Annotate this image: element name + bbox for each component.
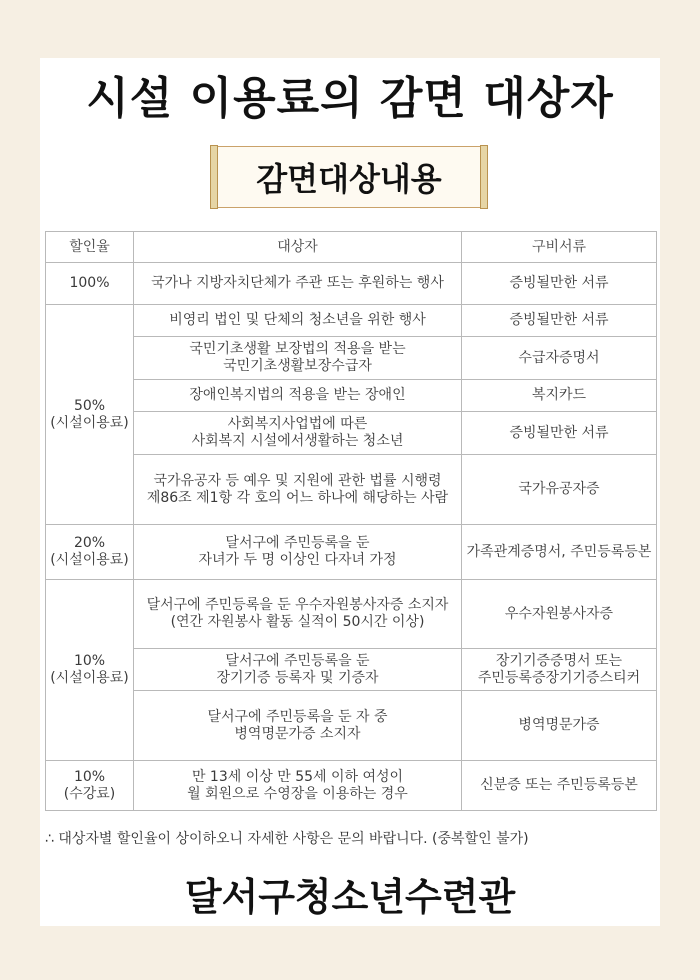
rate-cell: 10% (수강료) (46, 761, 134, 811)
document-cell: 증빙될만한 서류 (462, 263, 657, 305)
target-cell: 장애인복지법의 적용을 받는 장애인 (134, 380, 462, 412)
target-cell: 달서구에 주민등록을 둔 장기기증 등록자 및 기증자 (134, 649, 462, 691)
target-cell: 국민기초생활 보장법의 적용을 받는 국민기초생활보장수급자 (134, 337, 462, 380)
document-cell: 병역명문가증 (462, 691, 657, 761)
target-cell: 달서구에 주민등록을 둔 우수자원봉사자증 소지자 (연간 자원봉사 활동 실적이 50시간 이상) (134, 580, 462, 649)
header-documents: 구비서류 (462, 232, 657, 263)
table-row (46, 761, 657, 811)
document-cell: 수급자증명서 (462, 337, 657, 380)
section-banner (215, 146, 483, 208)
document-cell: 신분증 또는 주민등록등본 (462, 761, 657, 811)
table-row (46, 337, 657, 380)
table-row (46, 580, 657, 649)
document-cell: 증빙될만한 서류 (462, 412, 657, 455)
discount-table (45, 231, 657, 811)
rate-cell: 10% (시설이용료) (46, 580, 134, 761)
table-row (46, 305, 657, 337)
page-title: 시설 이용료의 감면 대상자 (86, 73, 614, 124)
rate-cell: 50% (시설이용료) (46, 305, 134, 525)
target-cell: 국가유공자 등 예우 및 지원에 관한 법률 시행령 제86조 제1항 각 호의 어느 하나에 해당하는 사람 (134, 455, 462, 525)
document-cell: 우수자원봉사자증 (462, 580, 657, 649)
document-cell: 증빙될만한 서류 (462, 305, 657, 337)
table-row (46, 263, 657, 305)
target-cell: 달서구에 주민등록을 둔 자녀가 두 명 이상인 다자녀 가정 (134, 525, 462, 580)
target-cell: 사회복지사업법에 따른 사회복지 시설에서생활하는 청소년 (134, 412, 462, 455)
document-cell: 가족관계증명서, 주민등록등본 (462, 525, 657, 580)
table-header-row (46, 232, 657, 263)
header-rate: 할인율 (46, 232, 134, 263)
table-row (46, 525, 657, 580)
document-cell: 장기기증증명서 또는 주민등록증장기기증스티커 (462, 649, 657, 691)
rate-cell: 20% (시설이용료) (46, 525, 134, 580)
table-row (46, 649, 657, 691)
table-row (46, 412, 657, 455)
poster-card (40, 58, 660, 926)
document-cell: 국가유공자증 (462, 455, 657, 525)
document-cell: 복지카드 (462, 380, 657, 412)
banner-label: 감면대상내용 (256, 160, 442, 198)
table-row (46, 691, 657, 761)
target-cell: 달서구에 주민등록을 둔 자 중 병역명문가증 소지자 (134, 691, 462, 761)
target-cell: 국가나 지방자치단체가 주관 또는 후원하는 행사 (134, 263, 462, 305)
table-row (46, 380, 657, 412)
organization-name: 달서구청소년수련관 (184, 875, 516, 919)
header-target: 대상자 (134, 232, 462, 263)
target-cell: 비영리 법인 및 단체의 청소년을 위한 행사 (134, 305, 462, 337)
table-row (46, 455, 657, 525)
rate-cell: 100% (46, 263, 134, 305)
notice-text: ∴ 대상자별 할인율이 상이하오니 자세한 사항은 문의 바랍니다. (중복할인 불가) (45, 831, 529, 847)
target-cell: 만 13세 이상 만 55세 이하 여성이 월 회원으로 수영장을 이용하는 경우 (134, 761, 462, 811)
